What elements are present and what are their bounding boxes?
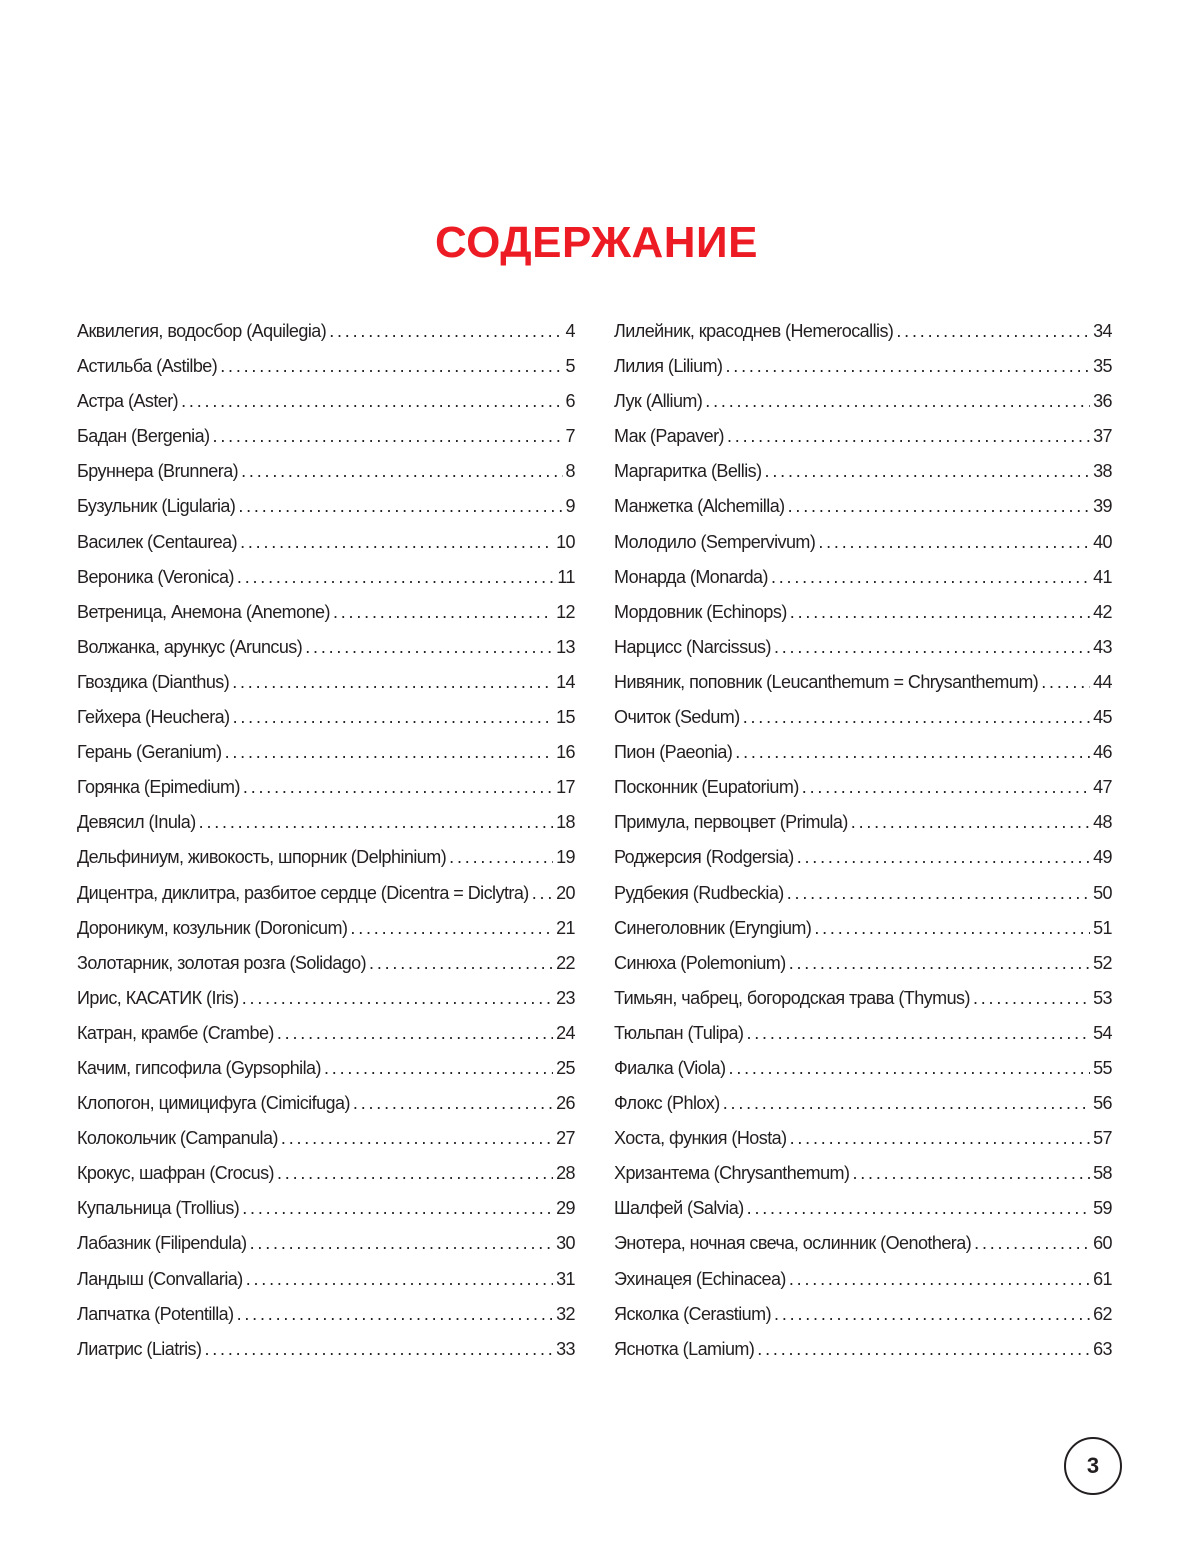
toc-entry[interactable] bbox=[614, 630, 1112, 665]
toc-entry[interactable] bbox=[77, 560, 575, 595]
toc-entry-label: Рудбекия (Rudbeckia) bbox=[614, 882, 784, 903]
toc-entry-page: 36 bbox=[1093, 391, 1112, 412]
toc-entry-label: Волжанка, арункус (Aruncus) bbox=[77, 636, 303, 657]
toc-entry[interactable] bbox=[77, 454, 575, 489]
toc-entry-page: 50 bbox=[1093, 882, 1112, 903]
toc-entry[interactable] bbox=[77, 1051, 575, 1086]
toc-entry-label: Пион (Paeonia) bbox=[614, 742, 733, 763]
dot-leader bbox=[232, 665, 553, 700]
toc-entry[interactable] bbox=[614, 314, 1112, 349]
toc-entry-page: 46 bbox=[1093, 742, 1112, 763]
dot-leader bbox=[743, 700, 1090, 735]
toc-entry-page: 13 bbox=[556, 636, 575, 657]
toc-entry-label: Лилия (Lilium) bbox=[614, 356, 723, 377]
dot-leader bbox=[181, 384, 562, 419]
toc-entry-label: Лилейник, красоднев (Hemerocallis) bbox=[614, 321, 894, 341]
toc-entry-page: 39 bbox=[1093, 496, 1112, 517]
toc-entry[interactable] bbox=[77, 630, 575, 665]
dot-leader bbox=[242, 1191, 553, 1226]
dot-leader bbox=[814, 911, 1090, 946]
toc-entry-page: 42 bbox=[1093, 601, 1112, 622]
toc-entry-page: 9 bbox=[565, 496, 575, 517]
toc-entry[interactable] bbox=[614, 595, 1112, 630]
toc-entry-label: Гвоздика (Dianthus) bbox=[77, 671, 230, 692]
toc-entry-label: Астильба (Astilbe) bbox=[77, 356, 218, 377]
toc-entry[interactable] bbox=[77, 1297, 575, 1332]
toc-entry-page: 8 bbox=[565, 461, 575, 482]
dot-leader bbox=[727, 419, 1090, 454]
toc-entry-page: 31 bbox=[556, 1268, 575, 1289]
dot-leader bbox=[723, 1086, 1090, 1121]
dot-leader bbox=[225, 735, 554, 770]
toc-entry-page: 6 bbox=[565, 391, 575, 412]
toc-entry[interactable] bbox=[614, 1156, 1112, 1191]
toc-entry-page: 7 bbox=[565, 426, 575, 447]
toc-entry[interactable] bbox=[614, 1332, 1112, 1367]
dot-leader bbox=[199, 805, 553, 840]
dot-leader bbox=[233, 700, 554, 735]
dot-leader bbox=[277, 1016, 553, 1051]
toc-entry-label: Шалфей (Salvia) bbox=[614, 1198, 744, 1219]
toc-entry[interactable] bbox=[77, 876, 575, 911]
toc-entry-label: Мордовник (Echinops) bbox=[614, 601, 787, 622]
toc-entry-page: 14 bbox=[556, 671, 575, 692]
toc-entry-label: Ландыш (Convallaria) bbox=[77, 1268, 243, 1289]
toc-entry[interactable] bbox=[77, 770, 575, 805]
toc-entry-label: Бузульник (Ligularia) bbox=[77, 496, 236, 517]
toc-entry[interactable] bbox=[77, 1016, 575, 1051]
dot-leader bbox=[449, 840, 553, 875]
toc-entry[interactable] bbox=[77, 911, 575, 946]
toc-entry-page: 5 bbox=[565, 356, 575, 377]
toc-entry-page: 4 bbox=[565, 321, 575, 341]
dot-leader bbox=[973, 981, 1090, 1016]
toc-entry-label: Очиток (Sedum) bbox=[614, 707, 740, 728]
toc-entry[interactable] bbox=[77, 349, 575, 384]
toc-entry[interactable] bbox=[614, 805, 1112, 840]
toc-entry[interactable] bbox=[77, 595, 575, 630]
dot-leader bbox=[353, 1086, 553, 1121]
toc-entry-label: Тимьян, чабрец, богородская трава (Thymus) bbox=[614, 987, 970, 1008]
toc-entry[interactable] bbox=[77, 1156, 575, 1191]
toc-entry-label: Бруннера (Brunnera) bbox=[77, 461, 239, 482]
toc-entry-label: Манжетка (Alchemilla) bbox=[614, 496, 785, 517]
dot-leader bbox=[789, 1262, 1090, 1297]
toc-entry-page: 23 bbox=[556, 987, 575, 1008]
toc-entry[interactable] bbox=[77, 946, 575, 981]
toc-entry-page: 54 bbox=[1093, 1022, 1112, 1043]
toc-entry-label: Яснотка (Lamium) bbox=[614, 1338, 755, 1359]
toc-entry[interactable] bbox=[614, 735, 1112, 770]
dot-leader bbox=[213, 419, 563, 454]
toc-entry-page: 43 bbox=[1093, 636, 1112, 657]
toc-entry-page: 57 bbox=[1093, 1128, 1112, 1149]
toc-entry-page: 37 bbox=[1093, 426, 1112, 447]
toc-entry-page: 17 bbox=[556, 777, 575, 798]
dot-leader bbox=[725, 349, 1090, 384]
toc-entry[interactable] bbox=[614, 1262, 1112, 1297]
toc-entry-page: 56 bbox=[1093, 1093, 1112, 1114]
toc-entry-label: Нарцисс (Narcissus) bbox=[614, 636, 771, 657]
toc-entry-page: 49 bbox=[1093, 847, 1112, 868]
toc-entry-label: Маргаритка (Bellis) bbox=[614, 461, 762, 482]
toc-entry-label: Эхинацея (Echinacea) bbox=[614, 1268, 786, 1289]
toc-entry[interactable] bbox=[614, 876, 1112, 911]
dot-leader bbox=[747, 1191, 1090, 1226]
dot-leader bbox=[735, 735, 1090, 770]
dot-leader bbox=[790, 1121, 1091, 1156]
toc-entry-label: Синеголовник (Eryngium) bbox=[614, 917, 812, 938]
dot-leader bbox=[237, 560, 555, 595]
toc-entry-label: Колокольчик (Campanula) bbox=[77, 1128, 278, 1149]
dot-leader bbox=[789, 946, 1090, 981]
dot-leader bbox=[250, 1226, 553, 1261]
toc-entry-page: 47 bbox=[1093, 777, 1112, 798]
toc-entry-label: Хоста, функия (Hosta) bbox=[614, 1128, 787, 1149]
dot-leader bbox=[220, 349, 562, 384]
toc-entry-label: Мак (Papaver) bbox=[614, 426, 724, 447]
toc-entry-label: Девясил (Inula) bbox=[77, 812, 196, 833]
toc-entry[interactable] bbox=[614, 981, 1112, 1016]
toc-entry-label: Василек (Centaurea) bbox=[77, 531, 238, 552]
toc-right-column bbox=[614, 314, 1112, 1367]
toc-entry-page: 26 bbox=[556, 1093, 575, 1114]
toc-entry[interactable] bbox=[614, 384, 1112, 419]
toc-entry[interactable] bbox=[77, 525, 575, 560]
toc-entry[interactable] bbox=[614, 1051, 1112, 1086]
dot-leader bbox=[324, 1051, 553, 1086]
toc-entry-page: 19 bbox=[556, 847, 575, 868]
toc-entry-label: Вероника (Veronica) bbox=[77, 566, 234, 587]
dot-leader bbox=[729, 1051, 1091, 1086]
dot-leader bbox=[277, 1156, 553, 1191]
toc-entry-label: Купальница (Trollius) bbox=[77, 1198, 240, 1219]
toc-entry[interactable] bbox=[614, 560, 1112, 595]
toc-entry-page: 15 bbox=[556, 707, 575, 728]
toc-entry-label: Дицентра, диклитра, разбитое сердце (Dicentra = Diclytra) bbox=[77, 882, 529, 903]
page-number: 3 bbox=[1064, 1437, 1122, 1495]
toc-entry[interactable] bbox=[614, 1086, 1112, 1121]
toc-entry-page: 28 bbox=[556, 1163, 575, 1184]
dot-leader bbox=[333, 595, 553, 630]
toc-entry[interactable] bbox=[77, 665, 575, 700]
dot-leader bbox=[771, 560, 1090, 595]
dot-leader bbox=[329, 314, 562, 349]
toc-entry-page: 53 bbox=[1093, 987, 1112, 1008]
toc-entry-page: 38 bbox=[1093, 461, 1112, 482]
dot-leader bbox=[240, 525, 553, 560]
toc-entry-label: Аквилегия, водосбор (Aquilegia) bbox=[77, 321, 327, 341]
toc-entry-label: Синюха (Polemonium) bbox=[614, 952, 786, 973]
dot-leader bbox=[797, 840, 1090, 875]
toc-entry-label: Роджерсия (Rodgersia) bbox=[614, 847, 794, 868]
toc-entry[interactable] bbox=[614, 1191, 1112, 1226]
toc-entry-label: Лабазник (Filipendula) bbox=[77, 1233, 247, 1254]
toc-entry-label: Энотера, ночная свеча, ослинник (Oenothera) bbox=[614, 1233, 972, 1254]
toc-entry-label: Лиатрис (Liatris) bbox=[77, 1338, 202, 1359]
toc-entry[interactable] bbox=[614, 1226, 1112, 1261]
toc-entry-label: Тюльпан (Tulipa) bbox=[614, 1022, 744, 1043]
dot-leader bbox=[757, 1332, 1090, 1367]
toc-entry-page: 63 bbox=[1093, 1338, 1112, 1359]
toc-entry-label: Клопогон, цимицифуга (Cimicifuga) bbox=[77, 1093, 350, 1114]
toc-entry[interactable] bbox=[77, 419, 575, 454]
toc-entry-page: 55 bbox=[1093, 1057, 1112, 1078]
toc-entry-page: 16 bbox=[556, 742, 575, 763]
toc-entry-label: Качим, гипсофила (Gypsophila) bbox=[77, 1057, 321, 1078]
dot-leader bbox=[787, 876, 1090, 911]
toc-entry-page: 61 bbox=[1093, 1268, 1112, 1289]
toc-entry[interactable] bbox=[614, 489, 1112, 524]
toc-entry-page: 12 bbox=[556, 601, 575, 622]
toc-entry-page: 52 bbox=[1093, 952, 1112, 973]
toc-entry-page: 51 bbox=[1093, 917, 1112, 938]
toc-entry-label: Монарда (Monarda) bbox=[614, 566, 768, 587]
dot-leader bbox=[204, 1332, 553, 1367]
toc-entry[interactable] bbox=[614, 349, 1112, 384]
toc-entry-label: Лук (Allium) bbox=[614, 391, 703, 412]
toc-entry-label: Примула, первоцвет (Primula) bbox=[614, 812, 848, 833]
toc-entry[interactable] bbox=[614, 525, 1112, 560]
toc-entry-page: 48 bbox=[1093, 812, 1112, 833]
dot-leader bbox=[705, 384, 1090, 419]
toc-entry-page: 58 bbox=[1093, 1163, 1112, 1184]
toc-entry-page: 41 bbox=[1093, 566, 1112, 587]
toc-entry[interactable] bbox=[614, 946, 1112, 981]
toc-entry-page: 60 bbox=[1093, 1233, 1112, 1254]
toc-entry-label: Золотарник, золотая розга (Solidago) bbox=[77, 952, 367, 973]
toc-entry-page: 32 bbox=[556, 1303, 575, 1324]
toc-entry[interactable] bbox=[77, 1262, 575, 1297]
toc-entry[interactable] bbox=[614, 665, 1112, 700]
toc-entry-label: Крокус, шафран (Crocus) bbox=[77, 1163, 274, 1184]
toc-entry-label: Посконник (Eupatorium) bbox=[614, 777, 799, 798]
toc-entry[interactable] bbox=[77, 1226, 575, 1261]
toc-entry-label: Ветреница, Анемона (Anemone) bbox=[77, 601, 330, 622]
toc-entry-page: 30 bbox=[556, 1233, 575, 1254]
toc-entry-label: Дороникум, козульник (Doronicum) bbox=[77, 917, 348, 938]
toc-entry-page: 24 bbox=[556, 1022, 575, 1043]
toc-entry-page: 21 bbox=[556, 917, 575, 938]
toc-entry-page: 25 bbox=[556, 1057, 575, 1078]
toc-entry[interactable] bbox=[614, 1016, 1112, 1051]
toc-entry-label: Бадан (Bergenia) bbox=[77, 426, 210, 447]
toc-entry[interactable] bbox=[77, 700, 575, 735]
toc-entry-page: 62 bbox=[1093, 1303, 1112, 1324]
dot-leader bbox=[237, 1297, 554, 1332]
toc-entry-page: 45 bbox=[1093, 707, 1112, 728]
toc-entry-page: 59 bbox=[1093, 1198, 1112, 1219]
toc-entry[interactable] bbox=[614, 700, 1112, 735]
toc-entry-page: 35 bbox=[1093, 356, 1112, 377]
dot-leader bbox=[532, 876, 553, 911]
toc-entry-page: 10 bbox=[556, 531, 575, 552]
dot-leader bbox=[243, 770, 553, 805]
dot-leader bbox=[305, 630, 553, 665]
toc-entry-page: 44 bbox=[1093, 671, 1112, 692]
dot-leader bbox=[974, 1226, 1090, 1261]
toc-entry[interactable] bbox=[77, 1332, 575, 1367]
dot-leader bbox=[350, 911, 553, 946]
toc-entry[interactable] bbox=[77, 489, 575, 524]
toc-entry-page: 29 bbox=[556, 1198, 575, 1219]
dot-leader bbox=[765, 454, 1091, 489]
toc-entry[interactable] bbox=[77, 1191, 575, 1226]
toc-entry-label: Хризантема (Chrysanthemum) bbox=[614, 1163, 850, 1184]
dot-leader bbox=[746, 1016, 1090, 1051]
toc-entry-page: 33 bbox=[556, 1338, 575, 1359]
dot-leader bbox=[774, 1297, 1090, 1332]
toc-entry-page: 40 bbox=[1093, 531, 1112, 552]
dot-leader bbox=[851, 805, 1090, 840]
dot-leader bbox=[788, 489, 1090, 524]
dot-leader bbox=[281, 1121, 553, 1156]
toc-entry-label: Ясколка (Cerastium) bbox=[614, 1303, 772, 1324]
toc-entry-label: Герань (Geranium) bbox=[77, 742, 222, 763]
toc-entry[interactable] bbox=[614, 770, 1112, 805]
toc-entry-page: 22 bbox=[556, 952, 575, 973]
toc-entry-label: Лапчатка (Potentilla) bbox=[77, 1303, 234, 1324]
dot-leader bbox=[246, 1262, 553, 1297]
toc-entry[interactable] bbox=[614, 419, 1112, 454]
toc-entry-label: Астра (Aster) bbox=[77, 391, 179, 412]
toc-entry[interactable] bbox=[77, 384, 575, 419]
toc-entry-page: 11 bbox=[557, 566, 575, 587]
toc-entry-page: 27 bbox=[556, 1128, 575, 1149]
toc-entry-label: Ирис, КАСАТИК (Iris) bbox=[77, 987, 239, 1008]
toc-entry-page: 20 bbox=[556, 882, 575, 903]
dot-leader bbox=[852, 1156, 1090, 1191]
toc-entry-label: Нивяник, поповник (Leucanthemum = Chrysanthemum) bbox=[614, 671, 1039, 692]
toc-entry-label: Дельфиниум, живокость, шпорник (Delphinium) bbox=[77, 847, 447, 868]
toc-entry-label: Горянка (Epimedium) bbox=[77, 777, 240, 798]
toc-entry[interactable] bbox=[614, 840, 1112, 875]
toc-entry[interactable] bbox=[77, 1086, 575, 1121]
toc-left-column bbox=[77, 314, 575, 1367]
toc-entry[interactable] bbox=[77, 805, 575, 840]
toc-entry-label: Фиалка (Viola) bbox=[614, 1057, 726, 1078]
toc-entry-page: 34 bbox=[1093, 321, 1112, 341]
toc-entry[interactable] bbox=[614, 911, 1112, 946]
toc-entry[interactable] bbox=[614, 454, 1112, 489]
toc-entry-page: 18 bbox=[556, 812, 575, 833]
toc-entry[interactable] bbox=[77, 735, 575, 770]
toc-entry[interactable] bbox=[77, 981, 575, 1016]
toc-entry-label: Катран, крамбе (Crambe) bbox=[77, 1022, 274, 1043]
dot-leader bbox=[774, 630, 1090, 665]
dot-leader bbox=[238, 489, 562, 524]
toc-entry-label: Флокс (Phlox) bbox=[614, 1093, 720, 1114]
dot-leader bbox=[802, 770, 1090, 805]
toc-entry[interactable] bbox=[614, 1297, 1112, 1332]
dot-leader bbox=[369, 946, 553, 981]
dot-leader bbox=[241, 454, 562, 489]
dot-leader bbox=[818, 525, 1090, 560]
dot-leader bbox=[1041, 665, 1090, 700]
dot-leader bbox=[896, 314, 1090, 349]
toc-entry[interactable] bbox=[614, 1121, 1112, 1156]
dot-leader bbox=[242, 981, 553, 1016]
toc-entry[interactable] bbox=[77, 314, 575, 349]
page-title: СОДЕРЖАНИЕ bbox=[434, 218, 759, 267]
toc-entry-label: Молодило (Sempervivum) bbox=[614, 531, 816, 552]
toc-entry[interactable] bbox=[77, 1121, 575, 1156]
toc-entry[interactable] bbox=[77, 840, 575, 875]
dot-leader bbox=[790, 595, 1090, 630]
toc-entry-label: Гейхера (Heuchera) bbox=[77, 707, 230, 728]
